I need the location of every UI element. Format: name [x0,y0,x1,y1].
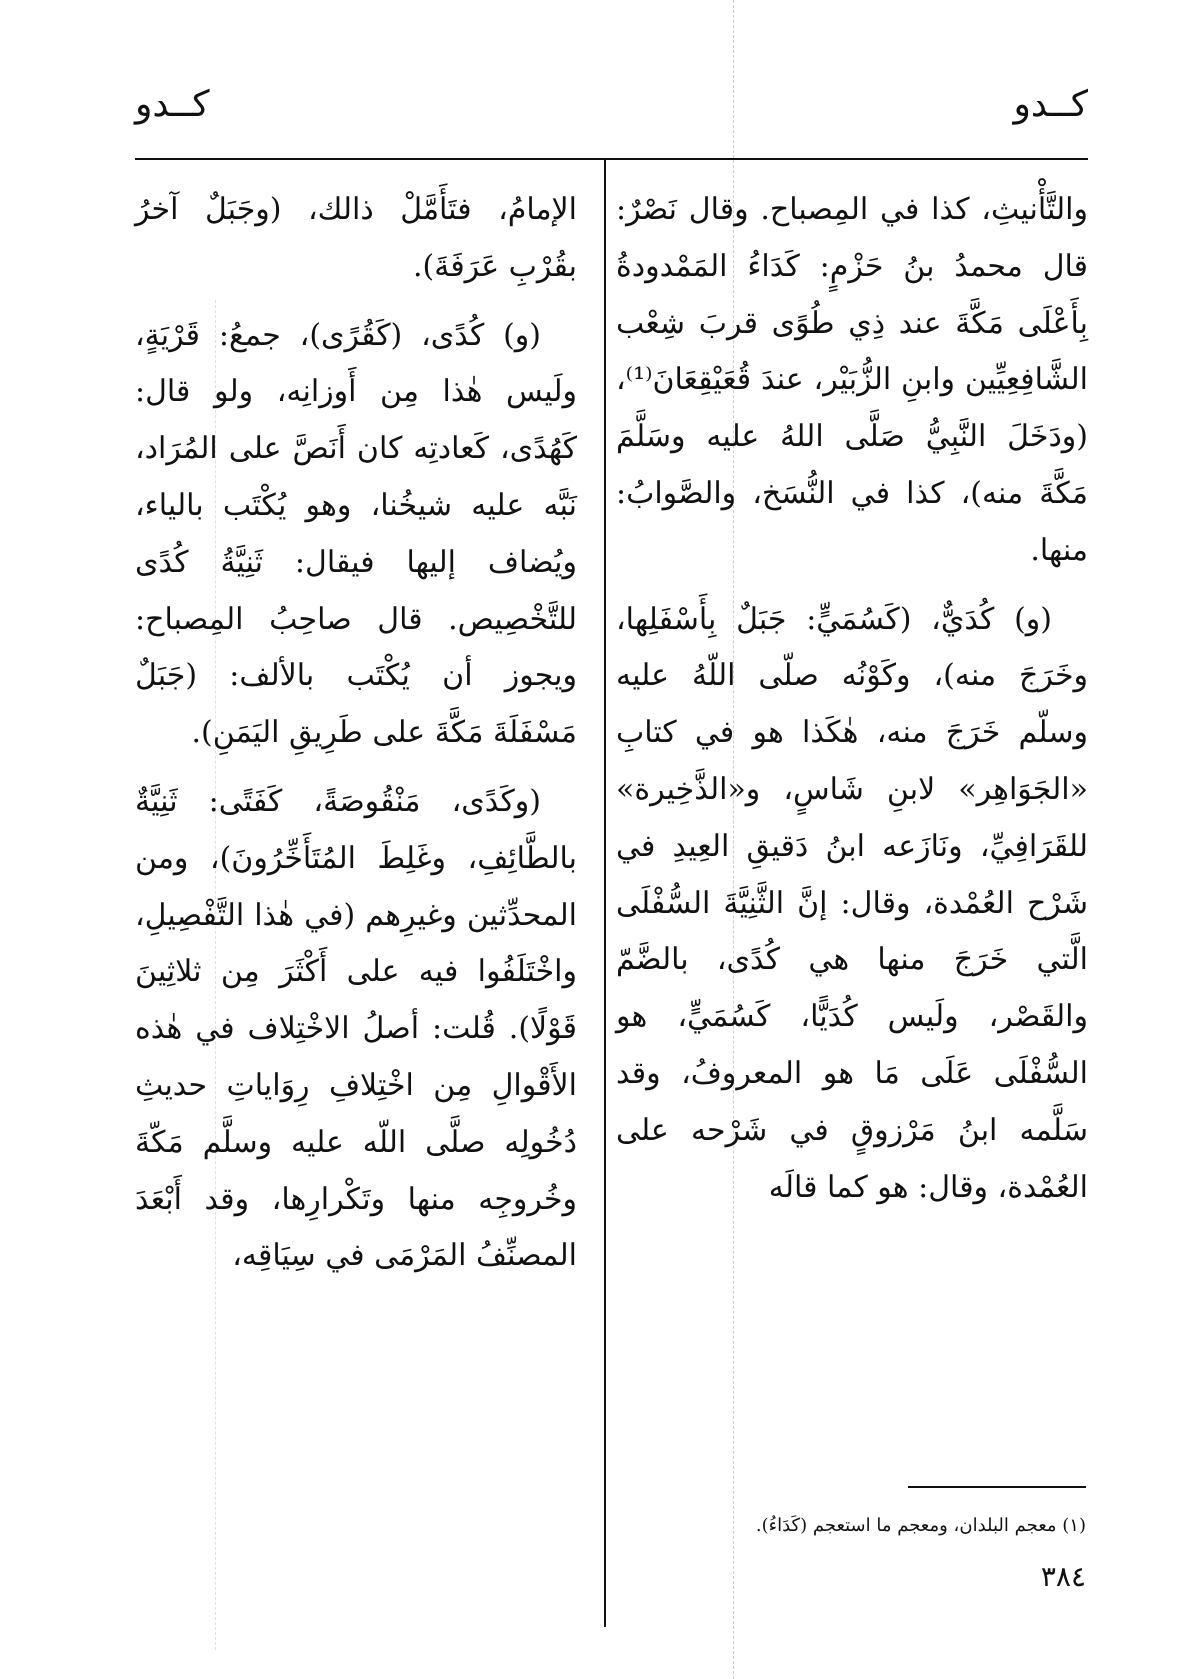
page-number: ٣٨٤ [1040,1560,1086,1593]
right-paragraph-1: والتَّأْنيثِ، كذا في المِصباح. وقال نَصْرٌ: قال محمدُ بنُ حَزْمٍ: كَدَاءُ المَمْدودةُ بِأَعْلَى مَكَّةَ عند ذِي طُوًى قربَ شِعْب الشَّافِعِيِّين وابنِ الزُّبَيْر، عندَ قُعَيْقِعَانَ⁽¹⁾، (ودَخَلَ النَّبِيُّ صَلَّى اللهُ عليه وسَلَّمَ مَكَّةَ منه)، كذا في النُّسَخ، والصَّوابُ: منها. [616,192,1088,568]
left-column [135,182,577,1285]
footnote: (١) معجم البلدان، ومعجم ما استعجم (كَدَاءُ). [755,1515,1086,1536]
left-paragraph-3: (وكَدًى، مَنْقُوصَةً، كَفَتًى: ثَنِيَّةٌ بالطَّائِفِ، وغَلِطَ المُتَأَخِّرُونَ)، ومن المحدِّثين وغيرِهم (في هٰذا التَّفْصِيلِ، واخْتَلَفُوا فيه على أَكْثَرَ مِن ثلاثِينَ قَوْلًا). قُلت: أصلُ الاخْتِلاف في هٰذه الأَقْوالِ مِن اخْتِلافِ رِوَاياتِ حديثِ دُخُولِه صلَّى اللّه عليه وسلَّم مَكّةَ وخُروجِه منها وتَكْرارِها، وقد أَبْعَدَ المصنِّفُ المَرْمَى في سِيَاقِه، [135,783,577,1274]
right-paragraph-2: (و) كُدَيٌّ، (كَسُمَيٍّ: جَبَلٌ بِأَسْفَلِها، وخَرَجَ منه)، وكَوْنُه صلّى اللّهُ عليه وسلّم خَرَجَ منه، هٰكَذا هو في كتابِ «الجَوَاهِر» لابنِ شَاسٍ، و«الذَّخِيرة» للقَرَافِيِّ، ونَازَعه ابنُ دَقيقِ العِيدِ في شَرْح العُمْدة، وقال: إنَّ الثَّنِيَّةَ السُّفْلَى الَّتي خَرَجَ منها هي كُدًى، بالضَّمّ والقَصْر، ولَيس كُدَيًّا، كَسُمَيٍّ، هو السُّفْلَى عَلَى مَا هو المعروفُ، وقد سَلَّمه ابنُ مَرْزوقٍ في شَرْحه على العُمْدة، وقال: هو كما قالَه [616,601,1088,1205]
right-column [616,182,1088,1216]
column-divider [604,160,606,1627]
running-header-left: كــدو [135,84,210,125]
footnote-rule [908,1486,1086,1488]
running-header-right: كــدو [1013,84,1088,125]
left-paragraph-2: (و) كُدًى، (كَقُرًى)، جمعُ: قَرْيَةٍ، ولَيس هٰذا مِن أَوزانِه، ولو قال: كَهُدًى، كَعادتِه كان أَنَصَّ على المُرَاد، نَبَّه عليه شيخُنا، وهو يُكْتَب بالياء، ويُضاف إليها فيقال: ثَنِيَّةُ كُدًى للتَّخْصِيص. قال صاحِبُ المِصباح: ويجوز أن يُكْتَب بالألف: (جَبَلٌ مَسْفَلَةَ مَكَّةَ على طَرِيقِ اليَمَنِ). [135,317,577,751]
left-paragraph-1: الإمامُ، فتَأَمَّلْ ذالك، (وجَبَلٌ آخرُ بقُرْبِ عَرَفَةَ). [135,192,577,284]
header-rule [135,158,1088,160]
